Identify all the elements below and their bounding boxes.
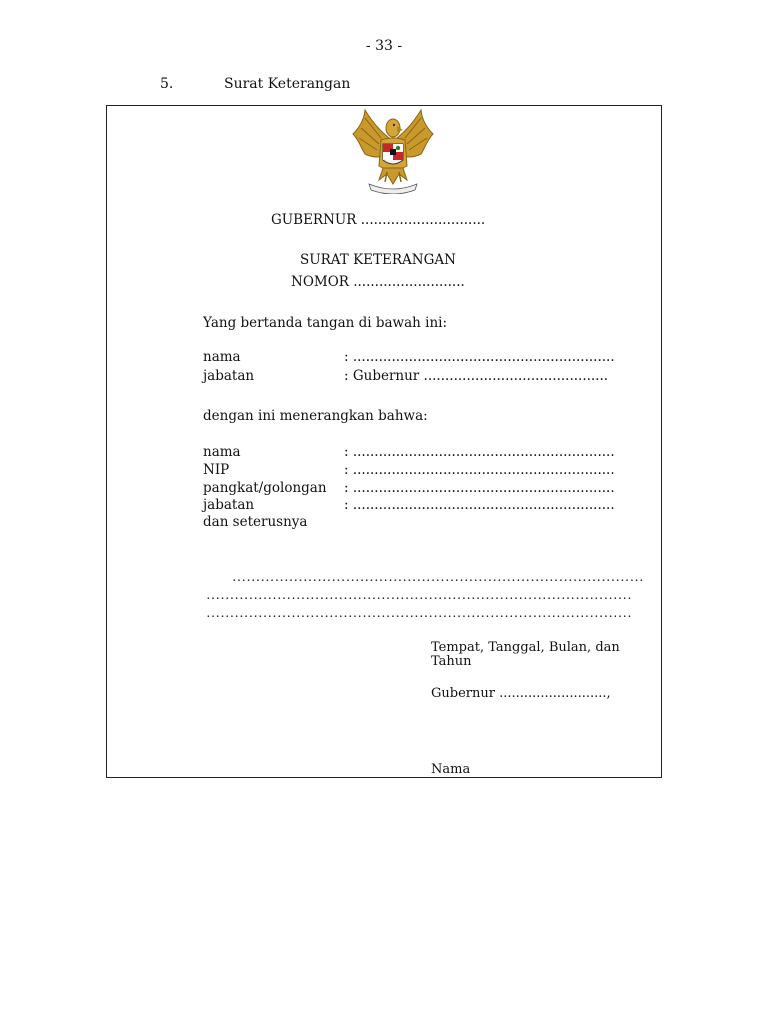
garuda-emblem-icon: [351, 108, 435, 194]
statement-text: dengan ini menerangkan bahwa:: [203, 408, 428, 424]
signatory-position-value: : Gubernur ...........................................: [344, 368, 609, 384]
body-line-2: ………………………………………………………………………………: [206, 588, 632, 603]
signer-title: Gubernur ..........................,: [431, 686, 611, 701]
subject-position-value: : .............................................................: [344, 497, 615, 513]
signer-name: Nama: [431, 762, 471, 777]
signatory-name-value: : .............................................................: [344, 349, 615, 365]
etc-text: dan seterusnya: [203, 514, 308, 530]
letter-title: SURAT KETERANGAN: [300, 252, 456, 268]
page-number: - 33 -: [365, 38, 403, 54]
subject-rank-label: pangkat/golongan: [203, 480, 327, 496]
letter-number: NOMOR ..........................: [291, 274, 465, 290]
issuer-heading: GUBERNUR .............................: [271, 212, 486, 228]
body-line-3: ………………………………………………………………………………: [206, 606, 632, 621]
subject-name-value: : .............................................................: [344, 444, 615, 460]
subject-nip-value: : .............................................................: [344, 462, 615, 478]
subject-name-label: nama: [203, 444, 241, 460]
intro-text: Yang bertanda tangan di bawah ini:: [203, 315, 448, 331]
letter-frame: [106, 105, 662, 778]
place-date-line-2: Tahun: [431, 654, 472, 669]
signatory-position-label: jabatan: [203, 368, 255, 384]
section-number: 5.: [160, 76, 174, 92]
place-date-line-1: Tempat, Tanggal, Bulan, dan: [431, 640, 620, 655]
subject-rank-value: : .............................................................: [344, 480, 615, 496]
signatory-name-label: nama: [203, 349, 241, 365]
body-line-1: ……………………………………………………………………………: [232, 570, 644, 585]
subject-nip-label: NIP: [203, 462, 230, 478]
section-title: Surat Keterangan: [224, 76, 351, 92]
subject-position-label: jabatan: [203, 497, 255, 513]
